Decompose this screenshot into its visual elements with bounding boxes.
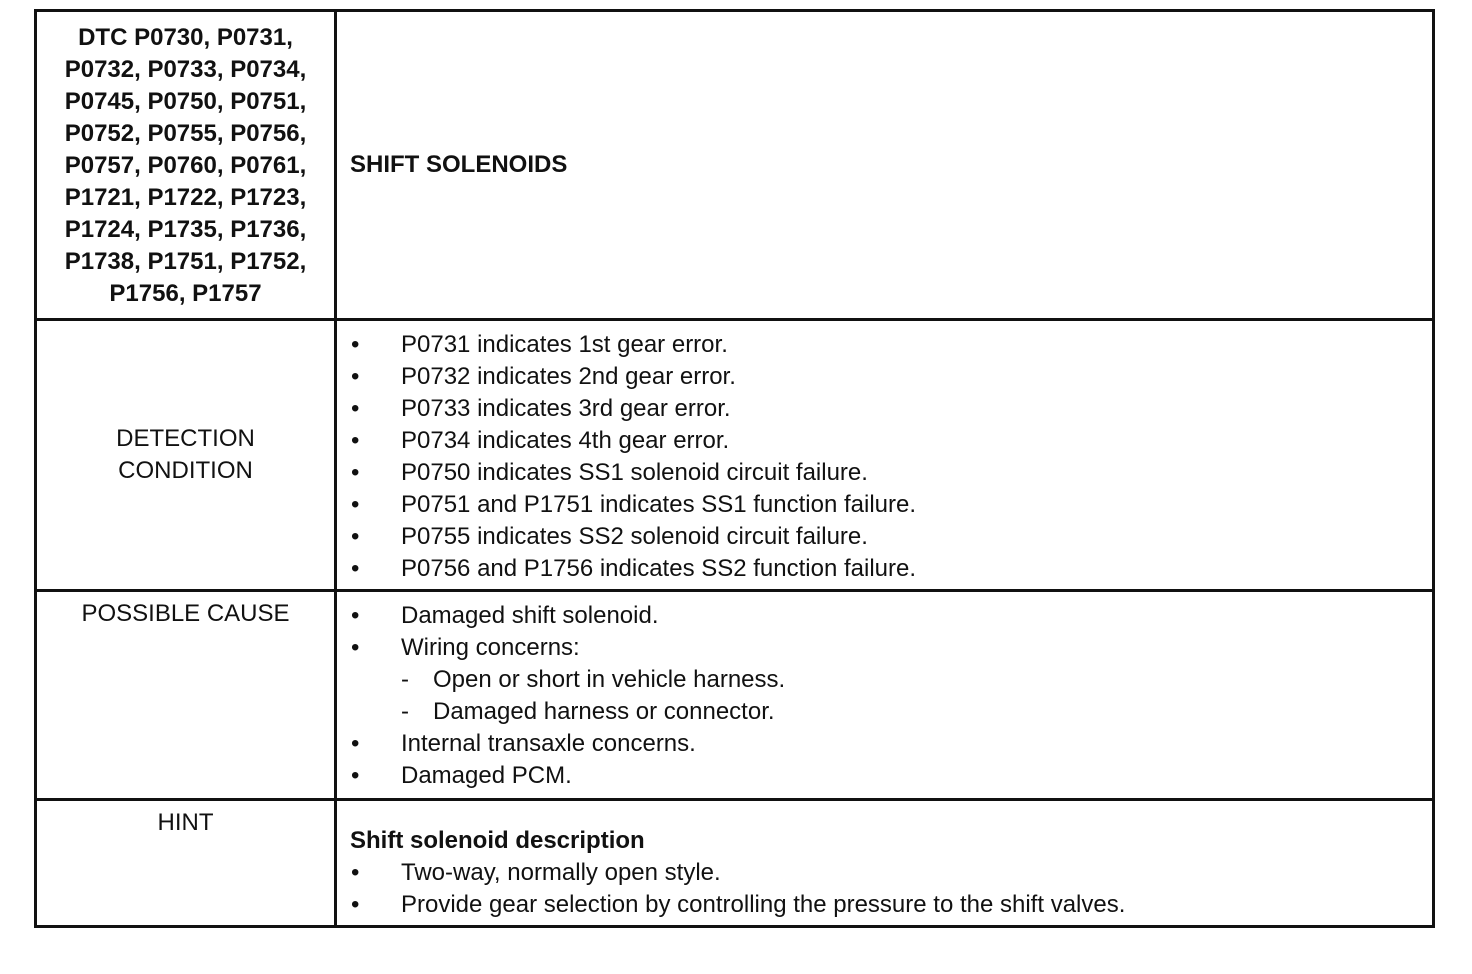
bullet-icon: • (351, 634, 360, 661)
dtc-table (34, 9, 1435, 928)
bullet-icon: • (351, 891, 360, 918)
header-row (36, 11, 1434, 320)
detection-label-line1: DETECTION (116, 425, 255, 452)
cause-label-cell (36, 591, 336, 800)
wiring-sublist (401, 664, 1432, 728)
dtc-codes-cell (36, 11, 336, 320)
bullet-icon: • (351, 523, 360, 550)
bullet-icon: • (351, 459, 360, 486)
list-item: • P0750 indicates SS1 solenoid circuit failure. (351, 457, 1432, 489)
section-title: SHIFT SOLENOIDS (350, 151, 568, 178)
hint-list (337, 857, 1432, 925)
list-item: • P0751 and P1751 indicates SS1 function failure. (351, 489, 1432, 521)
list-item: • Internal transaxle concerns. (351, 728, 1432, 760)
list-item: • Wiring concerns: - Open or short in vehicle harness. - Damaged harness or connector. (351, 632, 1432, 728)
dtc-codes: DTC P0730, P0731, P0732, P0733, P0734, P0745, P0750, P0751, P0752, P0755, P0756, P0757, P0760, P0761, P1721, P1722, P1723, P1724, P1735, P1736, P1738, P1751, P1752, P1756, P1757 (64, 24, 307, 307)
sub-list-item: - Damaged harness or connector. (401, 696, 1432, 728)
bullet-icon: • (351, 331, 360, 358)
cause-label: POSSIBLE CAUSE (81, 600, 290, 627)
detection-list (337, 321, 1432, 589)
list-item: • P0731 indicates 1st gear error. (351, 329, 1432, 361)
hint-label: HINT (157, 809, 214, 836)
bullet-icon: • (351, 602, 360, 629)
list-item: • Provide gear selection by controlling the pressure to the shift valves. (351, 889, 1432, 921)
bullet-icon: • (351, 730, 360, 757)
sub-list-item: - Open or short in vehicle harness. (401, 664, 1432, 696)
dash-icon: - (401, 666, 409, 693)
cause-row (36, 591, 1434, 800)
bullet-icon: • (351, 491, 360, 518)
list-item: • Damaged PCM. (351, 760, 1432, 792)
detection-row (36, 320, 1434, 591)
list-item: • P0756 and P1756 indicates SS2 function failure. (351, 553, 1432, 585)
detection-label-cell (36, 320, 336, 591)
bullet-icon: • (351, 427, 360, 454)
list-item: • Two-way, normally open style. (351, 857, 1432, 889)
hint-label-cell (36, 800, 336, 927)
list-item: • Damaged shift solenoid. (351, 600, 1432, 632)
bullet-icon: • (351, 395, 360, 422)
title-cell (336, 11, 1434, 320)
bullet-icon: • (351, 859, 360, 886)
bullet-icon: • (351, 555, 360, 582)
bullet-icon: • (351, 762, 360, 789)
detection-label (37, 423, 334, 487)
cause-list (337, 592, 1432, 796)
detection-label-line2: CONDITION (118, 457, 253, 484)
list-item: • P0734 indicates 4th gear error. (351, 425, 1432, 457)
list-item: • P0732 indicates 2nd gear error. (351, 361, 1432, 393)
dash-icon: - (401, 698, 409, 725)
hint-content-cell (336, 800, 1434, 927)
hint-row (36, 800, 1434, 927)
list-item: • P0733 indicates 3rd gear error. (351, 393, 1432, 425)
bullet-icon: • (351, 363, 360, 390)
list-item: • P0755 indicates SS2 solenoid circuit failure. (351, 521, 1432, 553)
detection-content-cell (336, 320, 1434, 591)
cause-content-cell (336, 591, 1434, 800)
hint-title: Shift solenoid description (350, 827, 645, 854)
